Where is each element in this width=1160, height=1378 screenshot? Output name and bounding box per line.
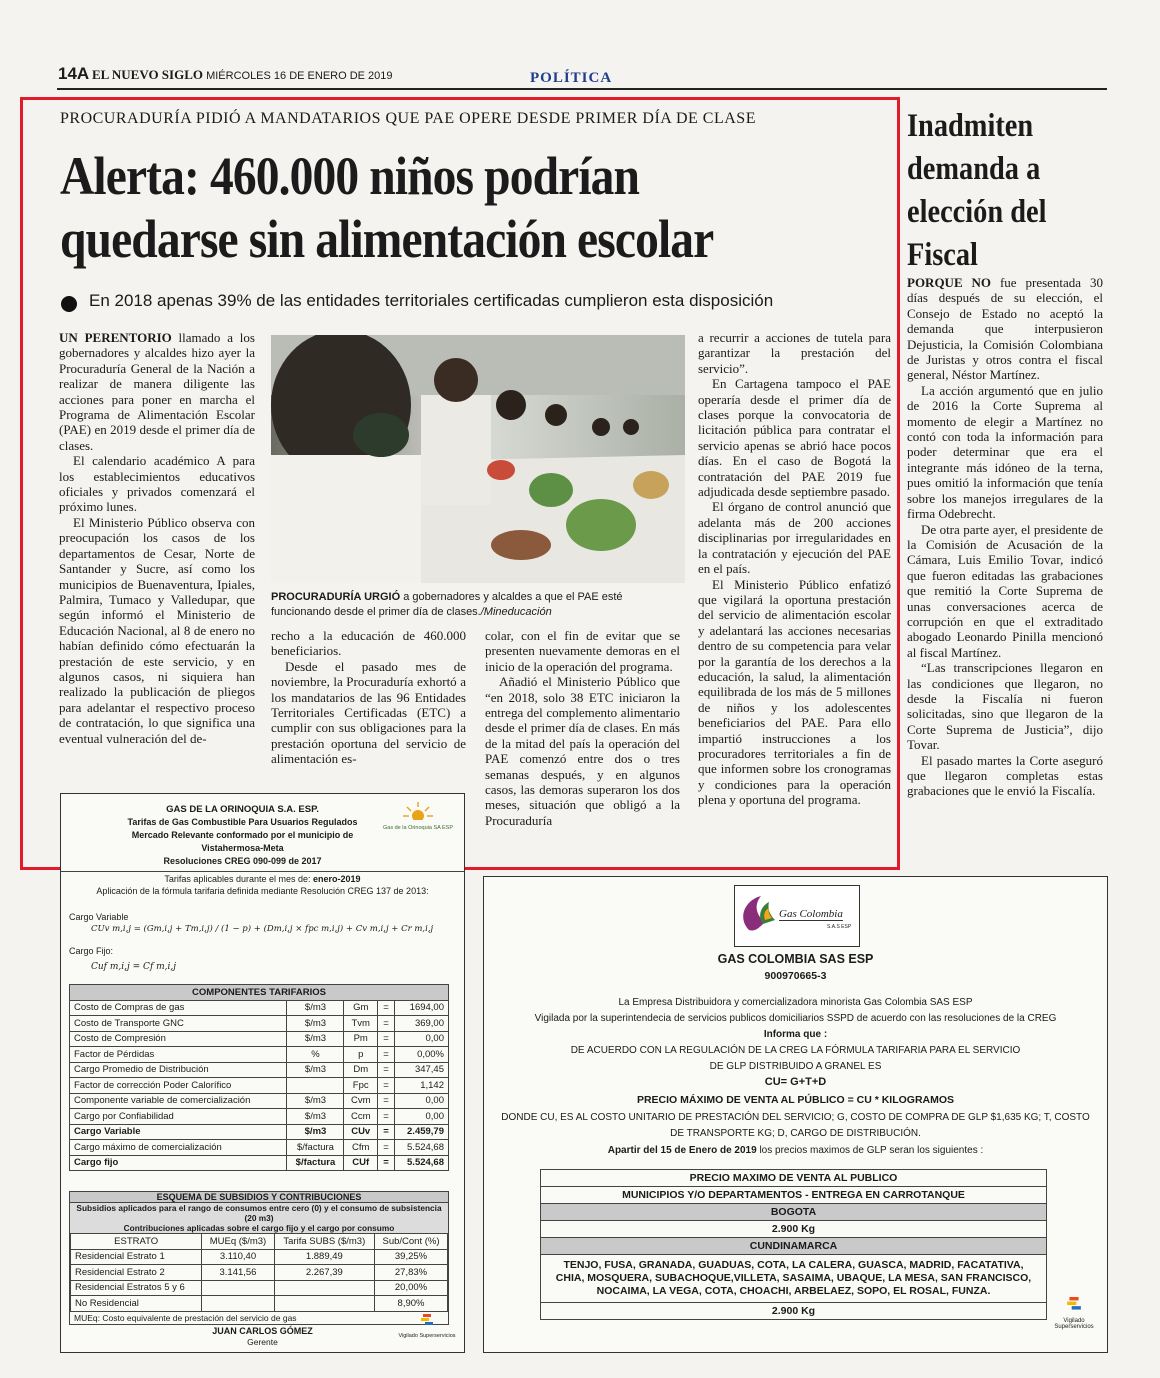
paragraph: UN PERENTORIO llamado a los gobernadores y alcaldes hizo ayer la Procuraduría General de la Nación a realizar de manera diligente las acciones para poner en marcha el Programa de Alimentación Escolar (PAE) en 2019 desde el primer día de clases. — [59, 330, 255, 453]
article-column-4 — [698, 330, 891, 808]
vigilado-logo: Vigilado Superservicios — [1044, 1297, 1104, 1330]
paragraph: “Las transcripciones llegaron en las condiciones que llegaron, no desde la Fiscalía ni fueron solicitadas, sino que llegaron de la Corte Suprema de Justicia”, dijo Tovar. — [907, 660, 1103, 753]
paragraph: El Ministerio Público enfatizó que vigilará la oportuna prestación del servicio de alimentación escolar y adelantará las acciones necesarias dentro de su competencia para velar por la garantía de los derechos a la educación, la salud, la alimentación equilibrada de los más de 5 millones de niños y los adolescentes beneficiarios del PAE. Para ello impartió instrucciones a los procuradores territoriales a fin de que informen sobre los cronogramas y condiciones para la operación plena y oportuna del programa. — [698, 576, 891, 808]
issue-date: MIÉRCOLES 16 DE ENERO DE 2019 — [206, 70, 393, 82]
section-title: POLÍTICA — [530, 70, 613, 86]
component-row: Factor de corrección Poder Calorífico Fpc = 1,142 — [70, 1078, 449, 1094]
bullet-icon — [61, 296, 77, 312]
side-column — [907, 275, 1103, 799]
headline-line-1: Alerta: 460.000 niños podrían — [60, 146, 640, 206]
gas-colombia-logo: Gas Colombia S.A.S ESP — [734, 885, 860, 947]
paragraph: a recurrir a acciones de tutela para garantizar la prestación del servicio”. — [698, 330, 891, 376]
newspaper-name: EL NUEVO SIGLO — [92, 67, 203, 82]
main-article — [20, 97, 900, 870]
paragraph: Desde el pasado mes de noviembre, la Procuraduría exhortó a los mandatarios de las 96 Entidades Territoriales Certificadas (ETC) a cumplir con sus obligaciones para la prestación oportuna del servicio de alimentación es- — [271, 658, 466, 767]
component-row: Cargo máximo de comercialización $/factura Cfm = 5.524,68 — [70, 1140, 449, 1156]
ad-company: GAS COLOMBIA SAS ESP — [717, 952, 874, 966]
paragraph: El pasado martes la Corte aseguró que llegaron completas estas grabaciones que le envió la Fiscalía. — [907, 752, 1103, 799]
paragraph: El órgano de control anunció que adelanta más de 200 acciones disciplinarias por irregularidades en la contratación y ejecución del PAE en el país. — [698, 499, 891, 577]
paragraph: De otra parte ayer, el presidente de la Comisión de Acusación de la Cámara, Luis Emilio Tovar, indicó que fueron editadas las grabaciones que remitió la Corte Suprema de unas conversaciones acerca de corrupción en que el extraditado abogado Leonardo Pinilla mencionó al fiscal Martínez. — [907, 521, 1103, 660]
article-column-2 — [271, 628, 466, 767]
vigilado-logo: Vigilado Superservicios — [397, 1314, 457, 1339]
signer-name: JUAN CARLOS GÓMEZ — [212, 1326, 313, 1336]
article-column-1 — [59, 330, 255, 746]
page-number: 14A — [58, 64, 90, 83]
paragraph: El calendario académico A para los establecimientos educativos oficiales y privados comenzará el próximo lunes. — [59, 453, 255, 515]
component-row: Costo de Compras de gas $/m3 Gm = 1694,00 — [70, 1000, 449, 1016]
superservicios-icon — [420, 1314, 434, 1328]
component-row: Cargo fijo $/factura CUf = 5.524,68 — [70, 1155, 449, 1171]
header-rule — [57, 88, 1107, 90]
components-table: COMPONENTES TARIFARIOS Costo de Compras de gas $/m3 Gm = 1694,00 Costo de Transporte GNC $/m3 Tvm = 369,00 Costo de Compresión $/m3 Pm = 0,00 Factor de Pérdidas % p = 0,00% Cargo Promedio de Distribución $/m3 Dm = 347,45 Factor de corrección Poder Calorífico Fpc = 1,142 Componente variable de comercialización $/m3 Cvm = 0,00 Cargo por Confiabilidad $/m3 Ccm = 0,00 Cargo Variable $/m3 CUv = 2.459,79 Cargo máximo de comercialización $/factura Cfm = 5.524,68 Cargo fijo $/factura CUf = 5.524,68 — [69, 984, 449, 1171]
component-row: Componente variable de comercialización $/m3 Cvm = 0,00 — [70, 1093, 449, 1109]
component-row: Costo de Compresión $/m3 Pm = 0,00 — [70, 1031, 449, 1047]
component-row: Cargo Promedio de Distribución $/m3 Dm = 347,45 — [70, 1062, 449, 1078]
signer-role: Gerente — [247, 1337, 278, 1347]
paragraph: colar, con el fin de evitar que se presenten nuevamente demoras en el inicio de la operación del programa. — [485, 628, 680, 674]
article-deck: En 2018 apenas 39% de las entidades territoriales certificadas cumplieron esta disposición — [89, 291, 774, 310]
paragraph: recho a la educación de 460.000 beneficiarios. — [271, 628, 466, 659]
subsidy-header-row: ESTRATO MUEq ($/m3) Tarifa SUBS ($/m3) Sub/Cont (%) — [71, 1234, 448, 1250]
lead-in: UN PERENTORIO — [59, 330, 172, 345]
side-article — [907, 100, 1103, 799]
logo-text: Gas de la Orinoquia SA ESP — [383, 825, 454, 831]
ad-gas-colombia: Gas Colombia S.A.S ESP GAS COLOMBIA SAS ESP 900970665-3 La Empresa Distribuidora y comercializadora minorista Gas Colombia SAS ESP Vigilada por la superintendecia de servicios publicos domiciliarios SSPD de acuerdo con las resoluciones de la CREG Informa que : DE ACUERDO CON LA REGULACIÓN DE LA CREG LA FÓRMULA TARIFARIA PARA EL SERVICIO DE GLP DISTRIBUIDO A GRANEL ES CU= G+T+D PRECIO MÁXIMO DE VENTA AL PÚBLICO = CU * KILOGRAMOS DONDE CU, ES AL COSTO UNITARIO DE PRESTACIÓN DEL SERVICIO; G, COSTO DE COMPRA DE GLP $1,635 KG; T, COSTO DE TRANSPORTE KG; D, CARGO DE DISTRIBUCIÓN. Apartir del 15 de Enero de 2019 los precios maximos de GLP seran los siguientes : PRECIO MAXIMO DE VENTA AL PUBLICO MUNICIPIOS Y/O DEPARTAMENTOS - ENTREGA EN CARROTANQUE BOGOTA 2.900 Kg CUNDINAMARCA TENJO, FUSA, GRANADA, GUADUAS, COTA, LA CALERA, GUASCA, MADRID, FACATATIVA, CHIA, MOSQUERA, SUBACHOQUE,VILLETA, SASAIMA, UBAQUE, LA MESA, SAN FRANCISCO, NOCAIMA, LA VEGA, COTA, CHOACHI, ARBELAEZ, SOPO, EL ROSAL, FUNZA. 2.900 Kg Vigilado Superservicios — [483, 876, 1108, 1353]
sun-icon — [403, 802, 433, 820]
subsidy-table — [70, 1233, 448, 1312]
component-row: Costo de Transporte GNC $/m3 Tvm = 369,00 — [70, 1016, 449, 1032]
component-row: Cargo Variable $/m3 CUv = 2.459,79 — [70, 1124, 449, 1140]
subsidy-row: Residencial Estrato 2 3.141,56 2.267,39 27,83% — [71, 1265, 448, 1281]
paragraph: En Cartagena tampoco el PAE operaría desde el primer día de clases porque la convocatoria de licitación pública para contratar el servicio apenas se abrió hace pocos días. En el caso de Bogotá la contratación del PAE 2019 fue adjudicada desde septiembre pasado. — [698, 376, 891, 500]
glp-price-table: PRECIO MAXIMO DE VENTA AL PUBLICO MUNICIPIOS Y/O DEPARTAMENTOS - ENTREGA EN CARROTANQUE BOGOTA 2.900 Kg CUNDINAMARCA TENJO, FUSA, GRANADA, GUADUAS, COTA, LA CALERA, GUASCA, MADRID, FACATATIVA, CHIA, MOSQUERA, SUBACHOQUE,VILLETA, SASAIMA, UBAQUE, LA MESA, SAN FRANCISCO, NOCAIMA, LA VEGA, COTA, CHOACHI, ARBELAEZ, SOPO, EL ROSAL, FUNZA. 2.900 Kg — [540, 1169, 1047, 1320]
superservicios-icon — [1066, 1297, 1082, 1313]
photo-credit: /Mineducación — [480, 606, 552, 618]
subsidy-box: ESQUEMA DE SUBSIDIOS Y CONTRIBUCIONES Subsidios aplicados para el rango de consumos entre cero (0) y el consumo de subsistencia (20 m3) Contribuciones aplicadas sobre el cargo fijo y el cargo por consumo ESTRATO MUEq ($/m3) Tarifa SUBS ($/m3) Sub/Cont (%) Residencial Estrato 1 3.110,40 1.889,49 39,25% Residencial Estrato 2 3.141,56 2.267,39 27,83% Residencial Estratos 5 y 6 20,00% No Residencial 8,90% MUEq: Costo equivalente de prestación del servicio de gas — [69, 1191, 449, 1325]
subsidy-row: Residencial Estrato 1 3.110,40 1.889,49 39,25% — [71, 1249, 448, 1265]
orinoquia-logo — [383, 802, 453, 831]
ad-gas-orinoquia: GAS DE LA ORINOQUIA S.A. ESP. Tarifas de Gas Combustible Para Usuarios Regulados Mercado Relevante conformado por el municipio de Vistahermosa-Meta Resoluciones CREG 090-099 de 2017 Gas de la Orinoquia SA ESP Tarifas aplicables durante el mes de: enero-2019 Aplicación de la fórmula tarifaria definida mediante Resolución CREG 137 de 2013: Cargo Variable CUv m,i,j = (Gm,i,j + Tm,i,j) / (1 − p) + (Dm,i,j × fpc m,i,j) + Cv m,i,j + Cr m,i,j Cargo Fijo: Cuf m,i,j = Cf m,i,j COMPONENTES TARIFARIOS Costo de Compras de gas $/m3 Gm = 1694,00 Costo de Transporte GNC $/m3 Tvm = 369,00 Costo de Compresión $/m3 Pm = 0,00 Factor de Pérdidas % p = 0,00% Cargo Promedio de Distribución $/m3 Dm = 347,45 Factor de corrección Poder Calorífico Fpc = 1,142 Componente variable de comercialización $/m3 Cvm = 0,00 Cargo por Confiabilidad $/m3 Ccm = 0,00 Cargo Variable $/m3 CUv = 2.459,79 Cargo máximo de comercialización $/factura Cfm = 5.524,68 Cargo fijo $/factura CUf = 5.524,68 ESQUEMA DE SUBSIDIOS Y CONTRIBUCIONES Subsidios aplicados para el rango de consumos entre cero (0) y el consumo de subsistencia (20 m3) Contribuciones aplicadas sobre el cargo fijo y el cargo por consumo ESTRATO MUEq ($/m3) Tarifa SUBS ($/m3) Sub/Cont (%) Residencial Estrato 1 3.110,40 1.889,49 39,25% Residencial Estrato 2 3.141,56 2.267,39 27,83% Residencial Estratos 5 y 6 20,00% No Residencial 8,90% MUEq: Costo equivalente de prestación del servicio de gas JUAN CARLOS GÓMEZ Gerente Vigilado Superservicios — [60, 793, 465, 1353]
paragraph: Añadió el Ministerio Público que “en 2018, solo 38 ETC iniciaron la entrega del complemento alimentario desde el primer día de clases. En más de la mitad del país la operación del PAE comenzó entre dos o tres semanas después, y en algunos casos, las demoras superaron los dos meses, situación que obligó a la Procuraduría — [485, 674, 680, 828]
fixed-formula: Cuf m,i,j = Cf m,i,j — [91, 962, 177, 972]
article-photo — [271, 335, 685, 583]
subsidy-row: No Residencial 8,90% — [71, 1296, 448, 1312]
ad-company: GAS DE LA ORINOQUIA S.A. ESP. — [166, 804, 319, 815]
subsidy-row: Residencial Estratos 5 y 6 20,00% — [71, 1280, 448, 1296]
towns-list: TENJO, FUSA, GRANADA, GUADUAS, COTA, LA CALERA, GUASCA, MADRID, FACATATIVA, CHIA, MOSQUERA, SUBACHOQUE,VILLETA, SASAIMA, UBAQUE, LA MESA, SAN FRANCISCO, NOCAIMA, LA VEGA, COTA, CHOACHI, ARBELAEZ, SOPO, EL ROSAL, FUNZA. — [541, 1255, 1047, 1303]
masthead — [92, 67, 393, 83]
lead-in: PORQUE NO — [907, 275, 992, 290]
headline-line-2: quedarse sin alimentación escolar — [60, 209, 714, 269]
component-row: Cargo por Confiabilidad $/m3 Ccm = 0,00 — [70, 1109, 449, 1125]
article-column-3 — [485, 628, 680, 828]
paragraph: El Ministerio Público observa con preocupación los casos de los departamentos de Cesar, Norte de Santander y Sucre, así como los municipios de Buenaventura, Ipiales, Palmira, Tumaco y Valledupar, que según informó el Ministerio de Educación Nacional, al 8 de enero no habían definido cómo efectuarán la prestación de este servicio, y en algunos casos, ni siquiera han realizado la publicación de pliegos para adelantar el respectivo proceso de contratación, lo que significa una eventual vulneración del de- — [59, 514, 255, 746]
paragraph: La acción argumentó que en julio de 2016 la Corte Suprema al momento de elegir a Martínez no contó con toda la información para poder determinar que era el integrante más idóneo de la terna, pues omitió la información que tenía sobre los manejos irregulares de la firma Odebrecht. — [907, 382, 1103, 522]
article-kicker: PROCURADURÍA PIDIÓ A MANDATARIOS QUE PAE OPERE DESDE PRIMER DÍA DE CLASE — [60, 110, 756, 127]
variable-formula: CUv m,i,j = (Gm,i,j + Tm,i,j) / (1 − p) + (Dm,i,j × fpc m,i,j) + Cv m,i,j + Cr m,i,j — [91, 924, 434, 934]
article-headline — [60, 145, 790, 271]
side-headline: Inadmiten demanda a elección del Fiscal — [907, 108, 1047, 273]
photo-caption: PROCURADURÍA URGIÓ a gobernadores y alcaldes a que el PAE esté funcionando desde el primer día de clases./Mineducación — [271, 591, 623, 618]
component-row: Factor de Pérdidas % p = 0,00% — [70, 1047, 449, 1063]
paragraph: PORQUE NO fue presentada 30 días después de su elección, el Consejo de Estado no aceptó la demanda que interpusieron Dejusticia, la Comisión Colombiana de Juristas y otros contra el fiscal general, Néstor Martínez. — [907, 275, 1103, 383]
